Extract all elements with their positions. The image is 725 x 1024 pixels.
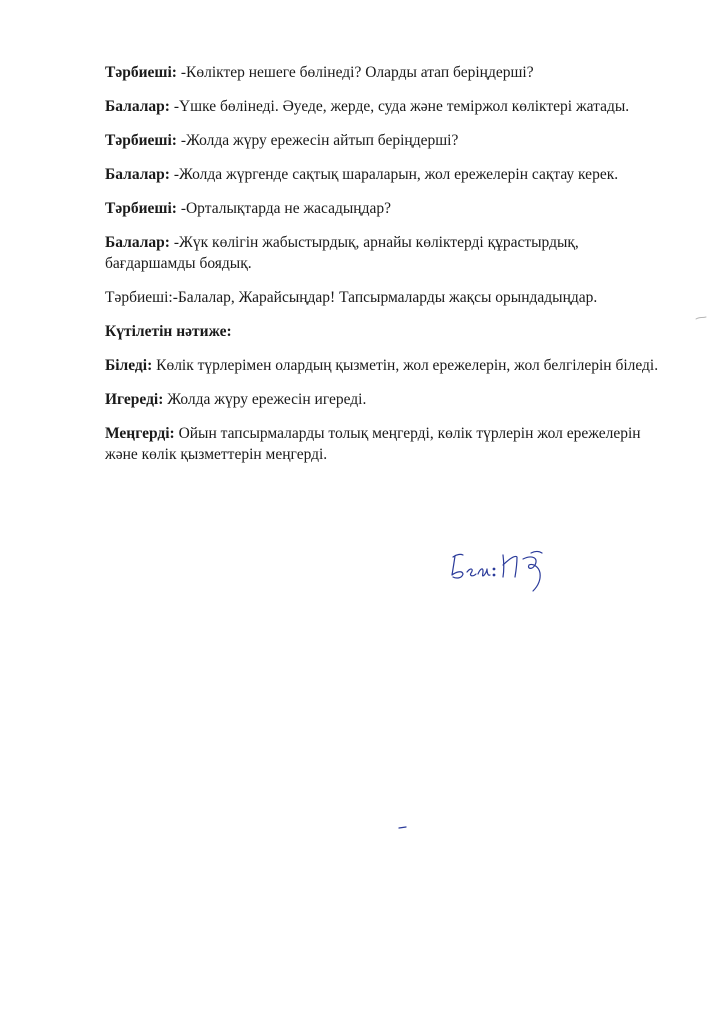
dialogue-paragraph-4 [105, 164, 665, 185]
result-label: Игереді: [105, 391, 164, 408]
paragraph-text: -Жолда жүру ережесін айтып беріңдерші? [176, 132, 459, 149]
paragraph-text: -Орталықтарда не жасадыңдар? [176, 200, 391, 217]
dialogue-paragraph-5 [105, 198, 665, 219]
paragraph-text: Тәрбиеші:-Балалар, Жарайсыңдар! Тапсырмаларды жақсы орындадыңдар. [105, 289, 598, 306]
paragraph-text: -Үшке бөлінеді. Әуеде, жерде, суда және теміржол көліктері жатады. [169, 98, 630, 115]
result-paragraph-acquires [105, 389, 665, 410]
paragraph-text: Жолда жүру ережесін игереді. [163, 391, 367, 408]
dialogue-paragraph-2 [105, 96, 665, 117]
speaker-label: Тәрбиеші: [105, 132, 177, 149]
paragraph-text: Ойын тапсырмаларды толық меңгерді, көлік түрлерін жол ережелерін және көлік қызметтерін меңгерді. [105, 425, 641, 463]
handwritten-signature [447, 545, 557, 595]
paper-edge-smudge [694, 314, 708, 322]
paragraph-text: -Жолда жүргенде сақтық шараларын, жол ережелерін сақтау керек. [169, 166, 619, 183]
dialogue-paragraph-6 [105, 232, 665, 274]
result-label: Біледі: [105, 357, 153, 374]
speaker-label: Балалар: [105, 234, 170, 251]
result-paragraph-knows [105, 355, 665, 376]
paragraph-text: -Жүк көлігін жабыстырдық, арнайы көліктерді құрастырдық, бағдаршамды боядық. [105, 234, 579, 272]
dialogue-paragraph-1 [105, 62, 665, 83]
section-heading-expected-result [105, 321, 665, 342]
result-paragraph-masters [105, 423, 665, 465]
dialogue-paragraph-3 [105, 130, 665, 151]
result-label: Меңгерді: [105, 425, 175, 442]
speaker-label: Тәрбиеші: [105, 200, 177, 217]
dialogue-paragraph-7 [105, 287, 665, 308]
paragraph-text: -Көліктер нешеге бөлінеді? Оларды атап беріңдерші? [176, 64, 534, 81]
speaker-label: Балалар: [105, 166, 170, 183]
speaker-label: Балалар: [105, 98, 170, 115]
document-body [105, 62, 665, 478]
speaker-label: Тәрбиеші: [105, 64, 177, 81]
section-heading: Күтілетін нәтиже: [105, 323, 232, 340]
paragraph-text: Көлік түрлерімен олардың қызметін, жол ережелерін, жол белгілерін біледі. [152, 357, 659, 374]
stray-ink-mark [398, 825, 408, 830]
